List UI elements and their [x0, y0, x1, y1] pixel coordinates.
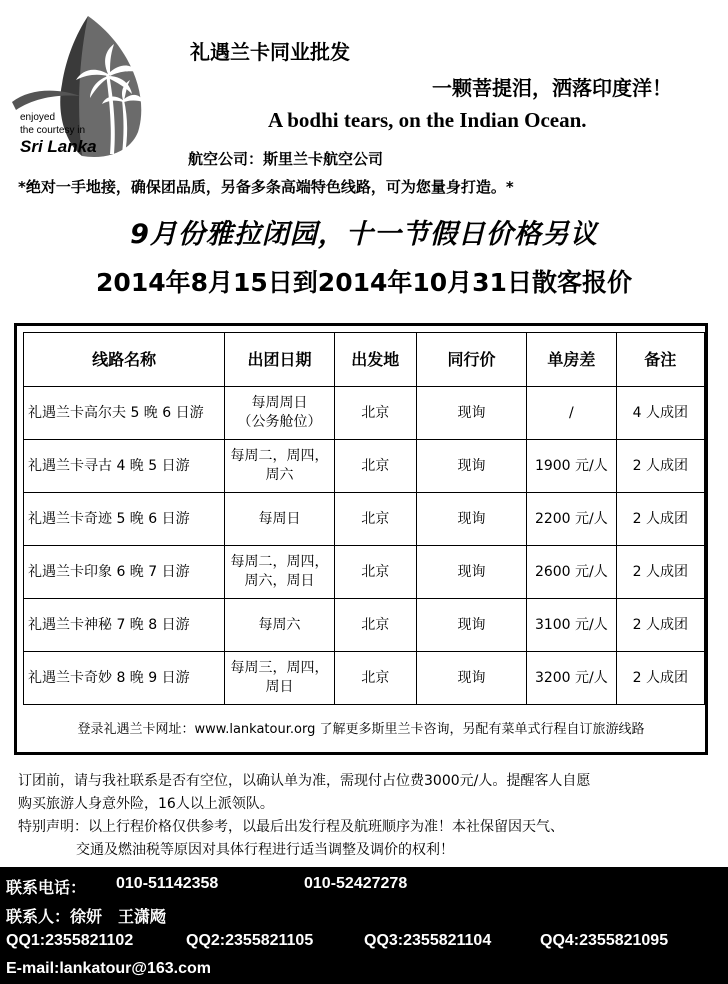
phone-number-1: 010-51142358 [116, 875, 219, 892]
single-supplement: 2600 元/人 [527, 546, 617, 599]
table-row [24, 599, 705, 652]
departure-city: 北京 [334, 599, 416, 652]
single-supplement: / [527, 387, 617, 440]
departure-date: 每周三，周四， 周日 [225, 652, 334, 705]
single-supplement: 3200 元/人 [527, 652, 617, 705]
remark: 2 人成团 [616, 599, 704, 652]
svg-text:Sri Lanka: Sri Lanka [20, 137, 97, 156]
col-header-price: 同行价 [416, 333, 526, 387]
contact-person: 联系人：徐妍 王潇飏 [6, 909, 167, 926]
route-name: 礼遇兰卡奇妙 8 晚 9 日游 [24, 652, 225, 705]
trade-price: 现询 [416, 599, 526, 652]
departure-city: 北京 [334, 652, 416, 705]
departure-city: 北京 [334, 440, 416, 493]
table-row [24, 546, 705, 599]
qq-4: QQ4:2355821095 [540, 932, 669, 949]
table-row [24, 387, 705, 440]
website-note: 登录礼遇兰卡网址：www.lankatour.org 了解更多斯里兰卡咨询，另配有菜单式行程自订旅游线路 [77, 722, 645, 737]
departure-city: 北京 [334, 546, 416, 599]
col-header-route: 线路名称 [24, 333, 225, 387]
service-promise: *绝对一手地接，确保团品质，另备多条高端特色线路，可为您量身打造。* [18, 178, 514, 196]
departure-city: 北京 [334, 493, 416, 546]
note-line: 订团前，请与我社联系是否有空位，以确认单为准，需现付占位费3000元/人。提醒客人自愿 [18, 773, 591, 789]
brand-title: 礼遇兰卡同业批发 [190, 40, 350, 64]
departure-city: 北京 [334, 387, 416, 440]
route-name: 礼遇兰卡寻古 4 晚 5 日游 [24, 440, 225, 493]
route-name: 礼遇兰卡神秘 7 晚 8 日游 [24, 599, 225, 652]
remark: 2 人成团 [616, 440, 704, 493]
svg-text:enjoyed: enjoyed [20, 112, 56, 123]
trade-price: 现询 [416, 387, 526, 440]
departure-date: 每周二，周四， 周六，周日 [225, 546, 334, 599]
remark: 4 人成团 [616, 387, 704, 440]
price-period: 2014年8月15日到2014年10月31日散客报价 [96, 268, 632, 297]
departure-date: 每周周日 （公务舱位） [225, 387, 334, 440]
departure-date: 每周二，周四， 周六 [225, 440, 334, 493]
qq-3: QQ3:2355821104 [364, 932, 492, 949]
note-line: 购买旅游人身意外险，16人以上派领队。 [18, 796, 274, 812]
remark: 2 人成团 [616, 546, 704, 599]
qq-2: QQ2:2355821105 [186, 932, 314, 949]
slogan-chinese: 一颗菩提泪，洒落印度洋！ [432, 76, 672, 100]
col-header-departure: 出发地 [334, 333, 416, 387]
route-name: 礼遇兰卡奇迹 5 晚 6 日游 [24, 493, 225, 546]
trade-price: 现询 [416, 493, 526, 546]
sri-lanka-logo [10, 14, 162, 164]
single-supplement: 3100 元/人 [527, 599, 617, 652]
airline-info: 航空公司：斯里兰卡航空公司 [188, 150, 384, 168]
col-header-remark: 备注 [616, 333, 704, 387]
price-table [23, 332, 705, 705]
disclaimer-line: 特别声明：以上行程价格仅供参考，以最后出发行程及航班顺序为准！本社保留因天气、 [18, 819, 564, 835]
trade-price: 现询 [416, 652, 526, 705]
slogan-english: A bodhi tears, on the Indian Ocean. [268, 108, 587, 132]
table-header-row [24, 333, 705, 387]
table-row [24, 493, 705, 546]
price-table-frame [14, 323, 708, 755]
svg-text:the courtesy in: the courtesy in [20, 125, 86, 136]
single-supplement: 2200 元/人 [527, 493, 617, 546]
route-name: 礼遇兰卡高尔夫 5 晚 6 日游 [24, 387, 225, 440]
col-header-single-supplement: 单房差 [527, 333, 617, 387]
qq-1: QQ1:2355821102 [6, 932, 134, 949]
departure-date: 每周日 [225, 493, 334, 546]
table-row [24, 440, 705, 493]
palm-tree-icon [10, 14, 162, 164]
departure-date: 每周六 [225, 599, 334, 652]
phone-number-2: 010-52427278 [304, 875, 408, 892]
trade-price: 现询 [416, 440, 526, 493]
remark: 2 人成团 [616, 493, 704, 546]
phone-label: 联系电话： [6, 880, 87, 897]
remark: 2 人成团 [616, 652, 704, 705]
single-supplement: 1900 元/人 [527, 440, 617, 493]
route-name: 礼遇兰卡印象 6 晚 7 日游 [24, 546, 225, 599]
table-row [24, 652, 705, 705]
contact-block [0, 867, 728, 984]
trade-price: 现询 [416, 546, 526, 599]
headline: 9月份雅拉闭园，十一节假日价格另议 [130, 219, 598, 250]
booking-notes [18, 770, 718, 862]
col-header-date: 出团日期 [225, 333, 334, 387]
email: E-mail:lankatour@163.com [6, 960, 211, 977]
disclaimer-line: 交通及燃油税等原因对具体行程进行适当调整及调价的权利！ [76, 842, 454, 858]
